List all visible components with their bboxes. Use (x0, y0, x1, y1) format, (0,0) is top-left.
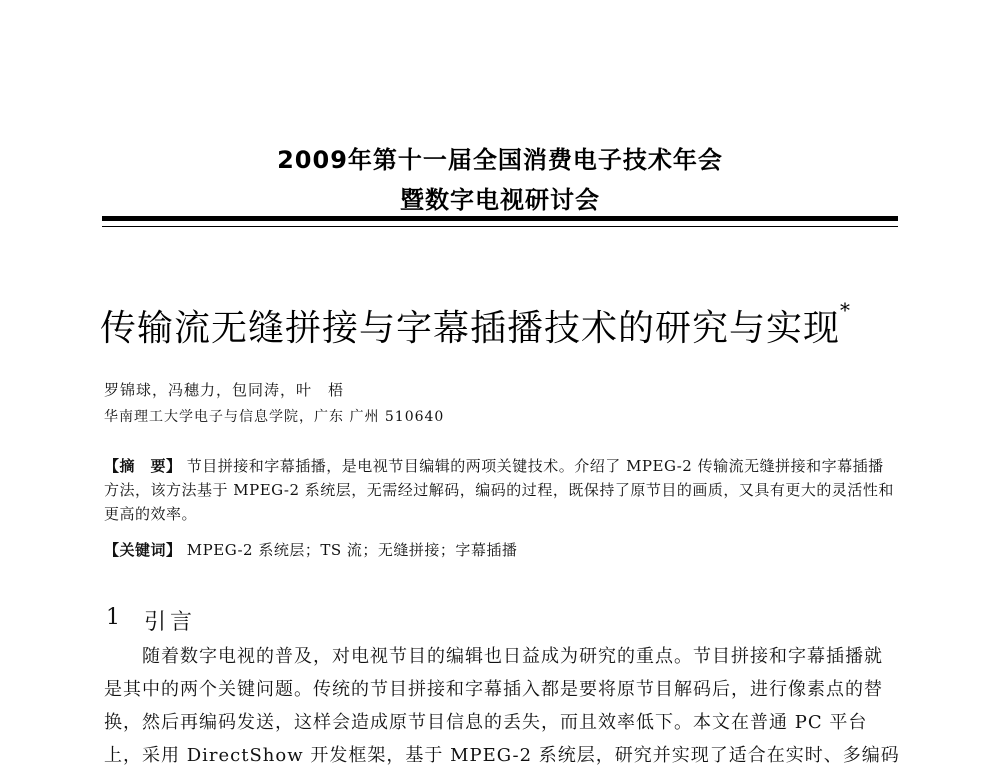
keywords (104, 538, 896, 562)
title-footnote-mark: * (840, 298, 852, 322)
section-title: 引言 (144, 610, 197, 635)
abstract-label: 【摘 要】 (104, 457, 182, 475)
header-rule-thick (102, 216, 898, 221)
abstract-text: 节目拼接和字幕插播，是电视节目编辑的两项关键技术。介绍了 MPEG-2 传输流无缝拼接和字幕插播方法，该方法基于 MPEG-2 系统层，无需经过解码，编码的过程，既保持了原节目的画质，又具有更大的灵活性和更高的效率。 (104, 457, 894, 523)
paper-title (100, 300, 851, 351)
section-body: 随着数字电视的普及，对电视节目的编辑也日益成为研究的重点。节目拼接和字幕插播就是其中的两个关键问题。传统的节目拼接和字幕插入都是要将原节目解码后，进行像素点的替换，然后再编码发送，这样会造成原节目信息的丢失，而且效率低下。本文在普通 PC 平台上，采用 DirectShow 开发框架，基于 MPEG-2 系统层，研究并实现了适合在实时、多编码 (104, 646, 900, 766)
abstract (104, 454, 896, 526)
conference-title-line1: 2009年第十一届全国消费电子技术年会 (277, 146, 723, 174)
keywords-label: 【关键词】 (104, 541, 182, 559)
paper-title-text: 传输流无缝拼接与字幕插播技术的研究与实现 (100, 308, 841, 349)
header-rule-thin (102, 226, 898, 227)
section-number: 1 (106, 605, 120, 630)
affiliation: 华南理工大学电子与信息学院，广东 广州 510640 (104, 409, 445, 425)
authors: 罗锦球，冯穗力，包同涛，叶 梧 (104, 381, 345, 399)
keywords-text: MPEG-2 系统层；TS 流；无缝拼接；字幕插播 (186, 541, 518, 559)
conference-title-line2: 暨数字电视研讨会 (400, 186, 600, 214)
